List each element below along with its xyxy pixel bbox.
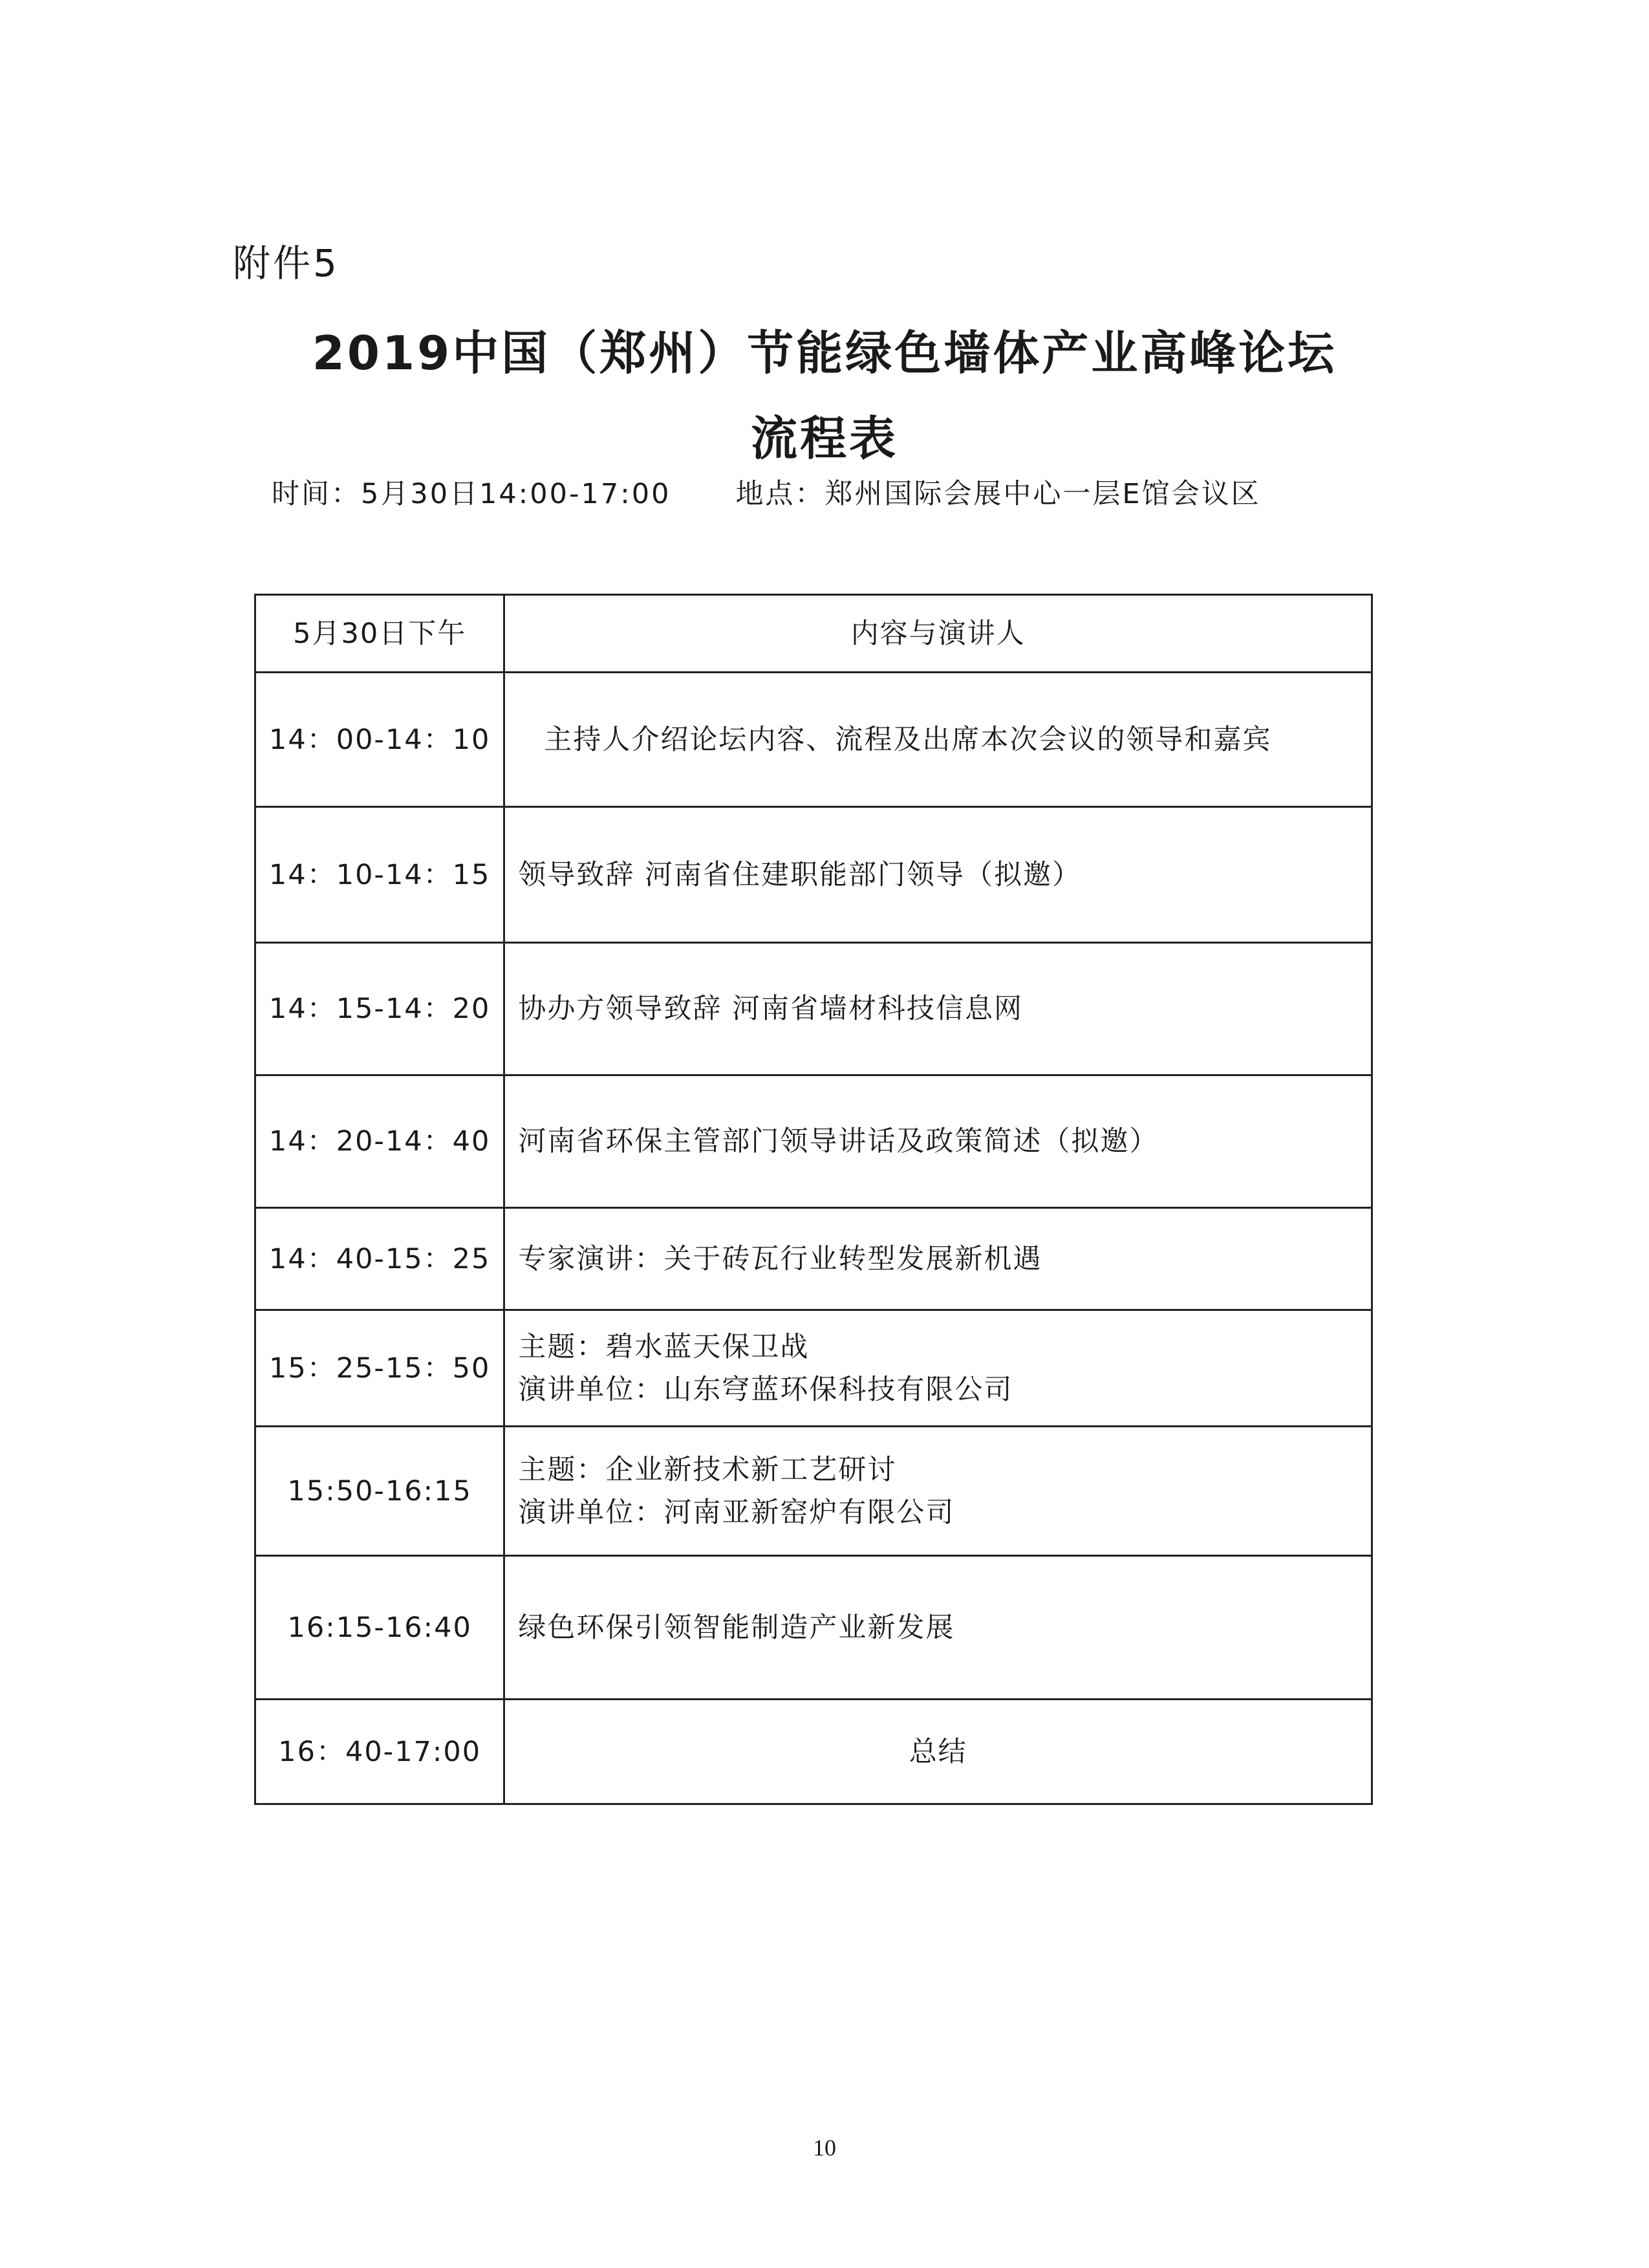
row-content bbox=[504, 1556, 1372, 1700]
row-time: 14：10-14：15 bbox=[255, 807, 504, 943]
table-row bbox=[255, 1075, 1372, 1208]
row-content-line: 演讲单位：山东穹蓝环保科技有限公司 bbox=[518, 1373, 1013, 1406]
row-content-line: 专家演讲：关于砖瓦行业转型发展新机遇 bbox=[518, 1242, 1042, 1275]
meeting-info bbox=[272, 472, 1371, 512]
header-content: 内容与演讲人 bbox=[504, 595, 1372, 673]
row-time: 16：40-17:00 bbox=[255, 1700, 504, 1804]
document-subtitle: 流程表 bbox=[750, 411, 898, 466]
row-time: 14：00-14：10 bbox=[255, 673, 504, 807]
row-content-line: 河南省环保主管部门领导讲话及政策简述（拟邀） bbox=[518, 1125, 1159, 1158]
table-row bbox=[255, 1208, 1372, 1310]
schedule-table bbox=[254, 594, 1373, 1805]
page-number: 10 bbox=[813, 2135, 836, 2161]
row-content bbox=[504, 1427, 1372, 1556]
row-time: 15:50-16:15 bbox=[255, 1427, 504, 1556]
row-content-line: 主题：企业新技术新工艺研讨 bbox=[518, 1453, 897, 1486]
meeting-location: 地点：郑州国际会展中心一层E馆会议区 bbox=[735, 478, 1261, 510]
row-time: 14：20-14：40 bbox=[255, 1075, 504, 1208]
row-time: 15：25-15：50 bbox=[255, 1310, 504, 1427]
table-header-row bbox=[255, 595, 1372, 673]
row-content bbox=[504, 807, 1372, 943]
row-time: 14：40-15：25 bbox=[255, 1208, 504, 1310]
row-content bbox=[504, 673, 1372, 807]
row-content bbox=[504, 1700, 1372, 1804]
header-time: 5月30日下午 bbox=[255, 595, 504, 673]
row-content-line: 协办方领导致辞 河南省墙材科技信息网 bbox=[518, 993, 1024, 1025]
document-title: 2019中国（郑州）节能绿色墙体产业高峰论坛 bbox=[312, 326, 1337, 380]
row-time: 16:15-16:40 bbox=[255, 1556, 504, 1700]
row-content bbox=[504, 1208, 1372, 1310]
table-row bbox=[255, 673, 1372, 807]
attachment-label: 附件5 bbox=[233, 241, 339, 285]
table-row bbox=[255, 1427, 1372, 1556]
row-content-line: 主持人介绍论坛内容、流程及出席本次会议的领导和嘉宾 bbox=[544, 723, 1272, 756]
table-row bbox=[255, 1700, 1372, 1804]
row-content-line: 绿色环保引领智能制造产业新发展 bbox=[518, 1611, 955, 1644]
row-content-line: 主题：碧水蓝天保卫战 bbox=[518, 1330, 810, 1363]
row-content-line: 领导致辞 河南省住建职能部门领导（拟邀） bbox=[518, 858, 1082, 891]
row-time: 14：15-14：20 bbox=[255, 943, 504, 1075]
row-content bbox=[504, 943, 1372, 1075]
meeting-time: 时间：5月30日14:00-17:00 bbox=[272, 478, 671, 510]
table-row bbox=[255, 807, 1372, 943]
row-content-line: 演讲单位：河南亚新窑炉有限公司 bbox=[518, 1496, 955, 1529]
row-content bbox=[504, 1075, 1372, 1208]
row-content bbox=[504, 1310, 1372, 1427]
table-row bbox=[255, 1556, 1372, 1700]
table-row bbox=[255, 943, 1372, 1075]
table-row bbox=[255, 1310, 1372, 1427]
row-content-line: 总结 bbox=[909, 1735, 967, 1768]
